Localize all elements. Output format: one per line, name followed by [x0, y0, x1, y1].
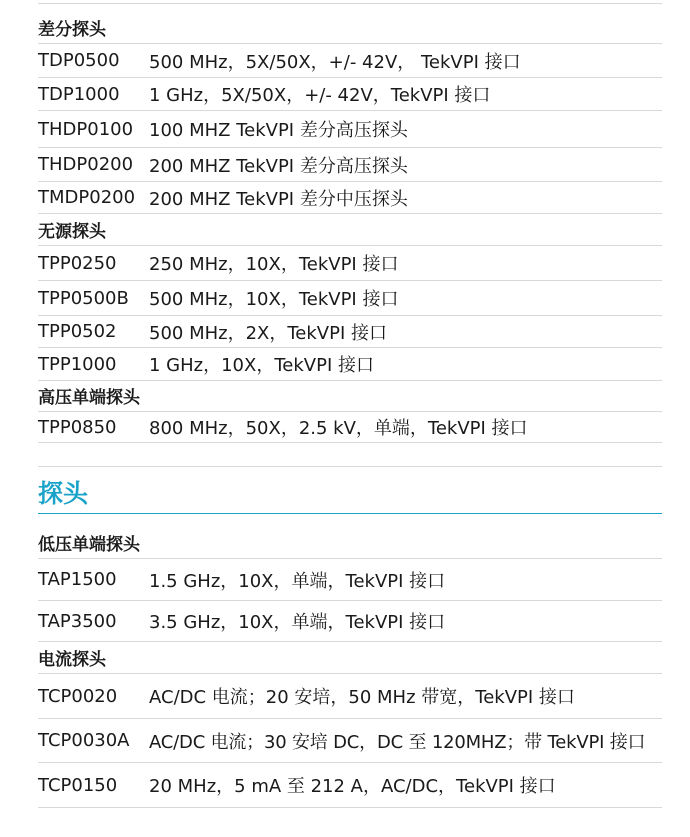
model-number: TCP0030A [38, 730, 130, 751]
model-number: TPP0850 [38, 416, 117, 438]
model-number: THDP0100 [38, 118, 134, 140]
model-description: 200 MHZ TekVPI 差分高压探头 [149, 155, 408, 177]
model-description: 200 MHZ TekVPI 差分中压探头 [149, 188, 408, 210]
category-heading: 电流探头 [38, 642, 662, 674]
table-row [38, 44, 662, 78]
model-description: 1 GHz，10X，TekVPI 接口 [149, 355, 374, 376]
table-row [38, 78, 662, 111]
model-number: TPP0250 [38, 252, 117, 274]
table-row [38, 281, 662, 316]
model-number: TMDP0200 [38, 187, 136, 208]
model-description: AC/DC 电流；20 安培，50 MHz 带宽，TekVPI 接口 [149, 687, 575, 708]
table-row [38, 601, 662, 642]
model-description: 500 MHz，10X，TekVPI 接口 [149, 289, 399, 310]
model-number: TPP0500B [38, 287, 129, 309]
table-row [38, 763, 662, 808]
table-row [38, 316, 662, 348]
model-number: THDP0200 [38, 154, 134, 175]
model-number: TPP1000 [38, 353, 117, 375]
category-heading: 低压单端探头 [38, 514, 662, 559]
table-row [38, 148, 662, 182]
model-number: TAP3500 [38, 610, 117, 632]
probe-list [38, 0, 662, 808]
model-number: TDP1000 [38, 83, 120, 105]
table-row [38, 246, 662, 281]
table-row [38, 348, 662, 381]
category-heading: 无源探头 [38, 214, 662, 246]
model-description: 20 MHz，5 mA 至 212 A，AC/DC，TekVPI 接口 [149, 776, 556, 797]
model-number: TPP0502 [38, 321, 117, 342]
category-heading: 差分探头 [38, 4, 662, 44]
table-row [38, 674, 662, 719]
table-row [38, 412, 662, 443]
model-description: 250 MHz，10X，TekVPI 接口 [149, 254, 399, 275]
model-description: 1.5 GHz，10X，单端，TekVPI 接口 [149, 570, 446, 592]
model-description: AC/DC 电流；30 安培 DC，DC 至 120MHZ；带 TekVPI 接口 [149, 731, 646, 753]
model-number: TCP0020 [38, 685, 118, 707]
table-row [38, 719, 662, 763]
model-description: 800 MHz，50X，2.5 kV，单端，TekVPI 接口 [149, 418, 528, 439]
category-heading: 高压单端探头 [38, 381, 662, 412]
table-row [38, 182, 662, 214]
table-row [38, 559, 662, 601]
model-description: 500 MHz，5X/50X，+/- 42V， TekVPI 接口 [149, 51, 521, 73]
section-title: 探头 [38, 467, 662, 514]
model-number: TCP0150 [38, 774, 118, 796]
model-description: 500 MHz，2X，TekVPI 接口 [149, 322, 388, 344]
model-number: TAP1500 [38, 569, 117, 590]
table-row [38, 111, 662, 148]
model-description: 3.5 GHz，10X，单端，TekVPI 接口 [149, 612, 446, 633]
model-description: 100 MHZ TekVPI 差分高压探头 [149, 120, 408, 141]
spacer-divider [38, 443, 662, 467]
model-description: 1 GHz，5X/50X，+/- 42V，TekVPI 接口 [149, 85, 491, 106]
model-number: TDP0500 [38, 50, 120, 71]
